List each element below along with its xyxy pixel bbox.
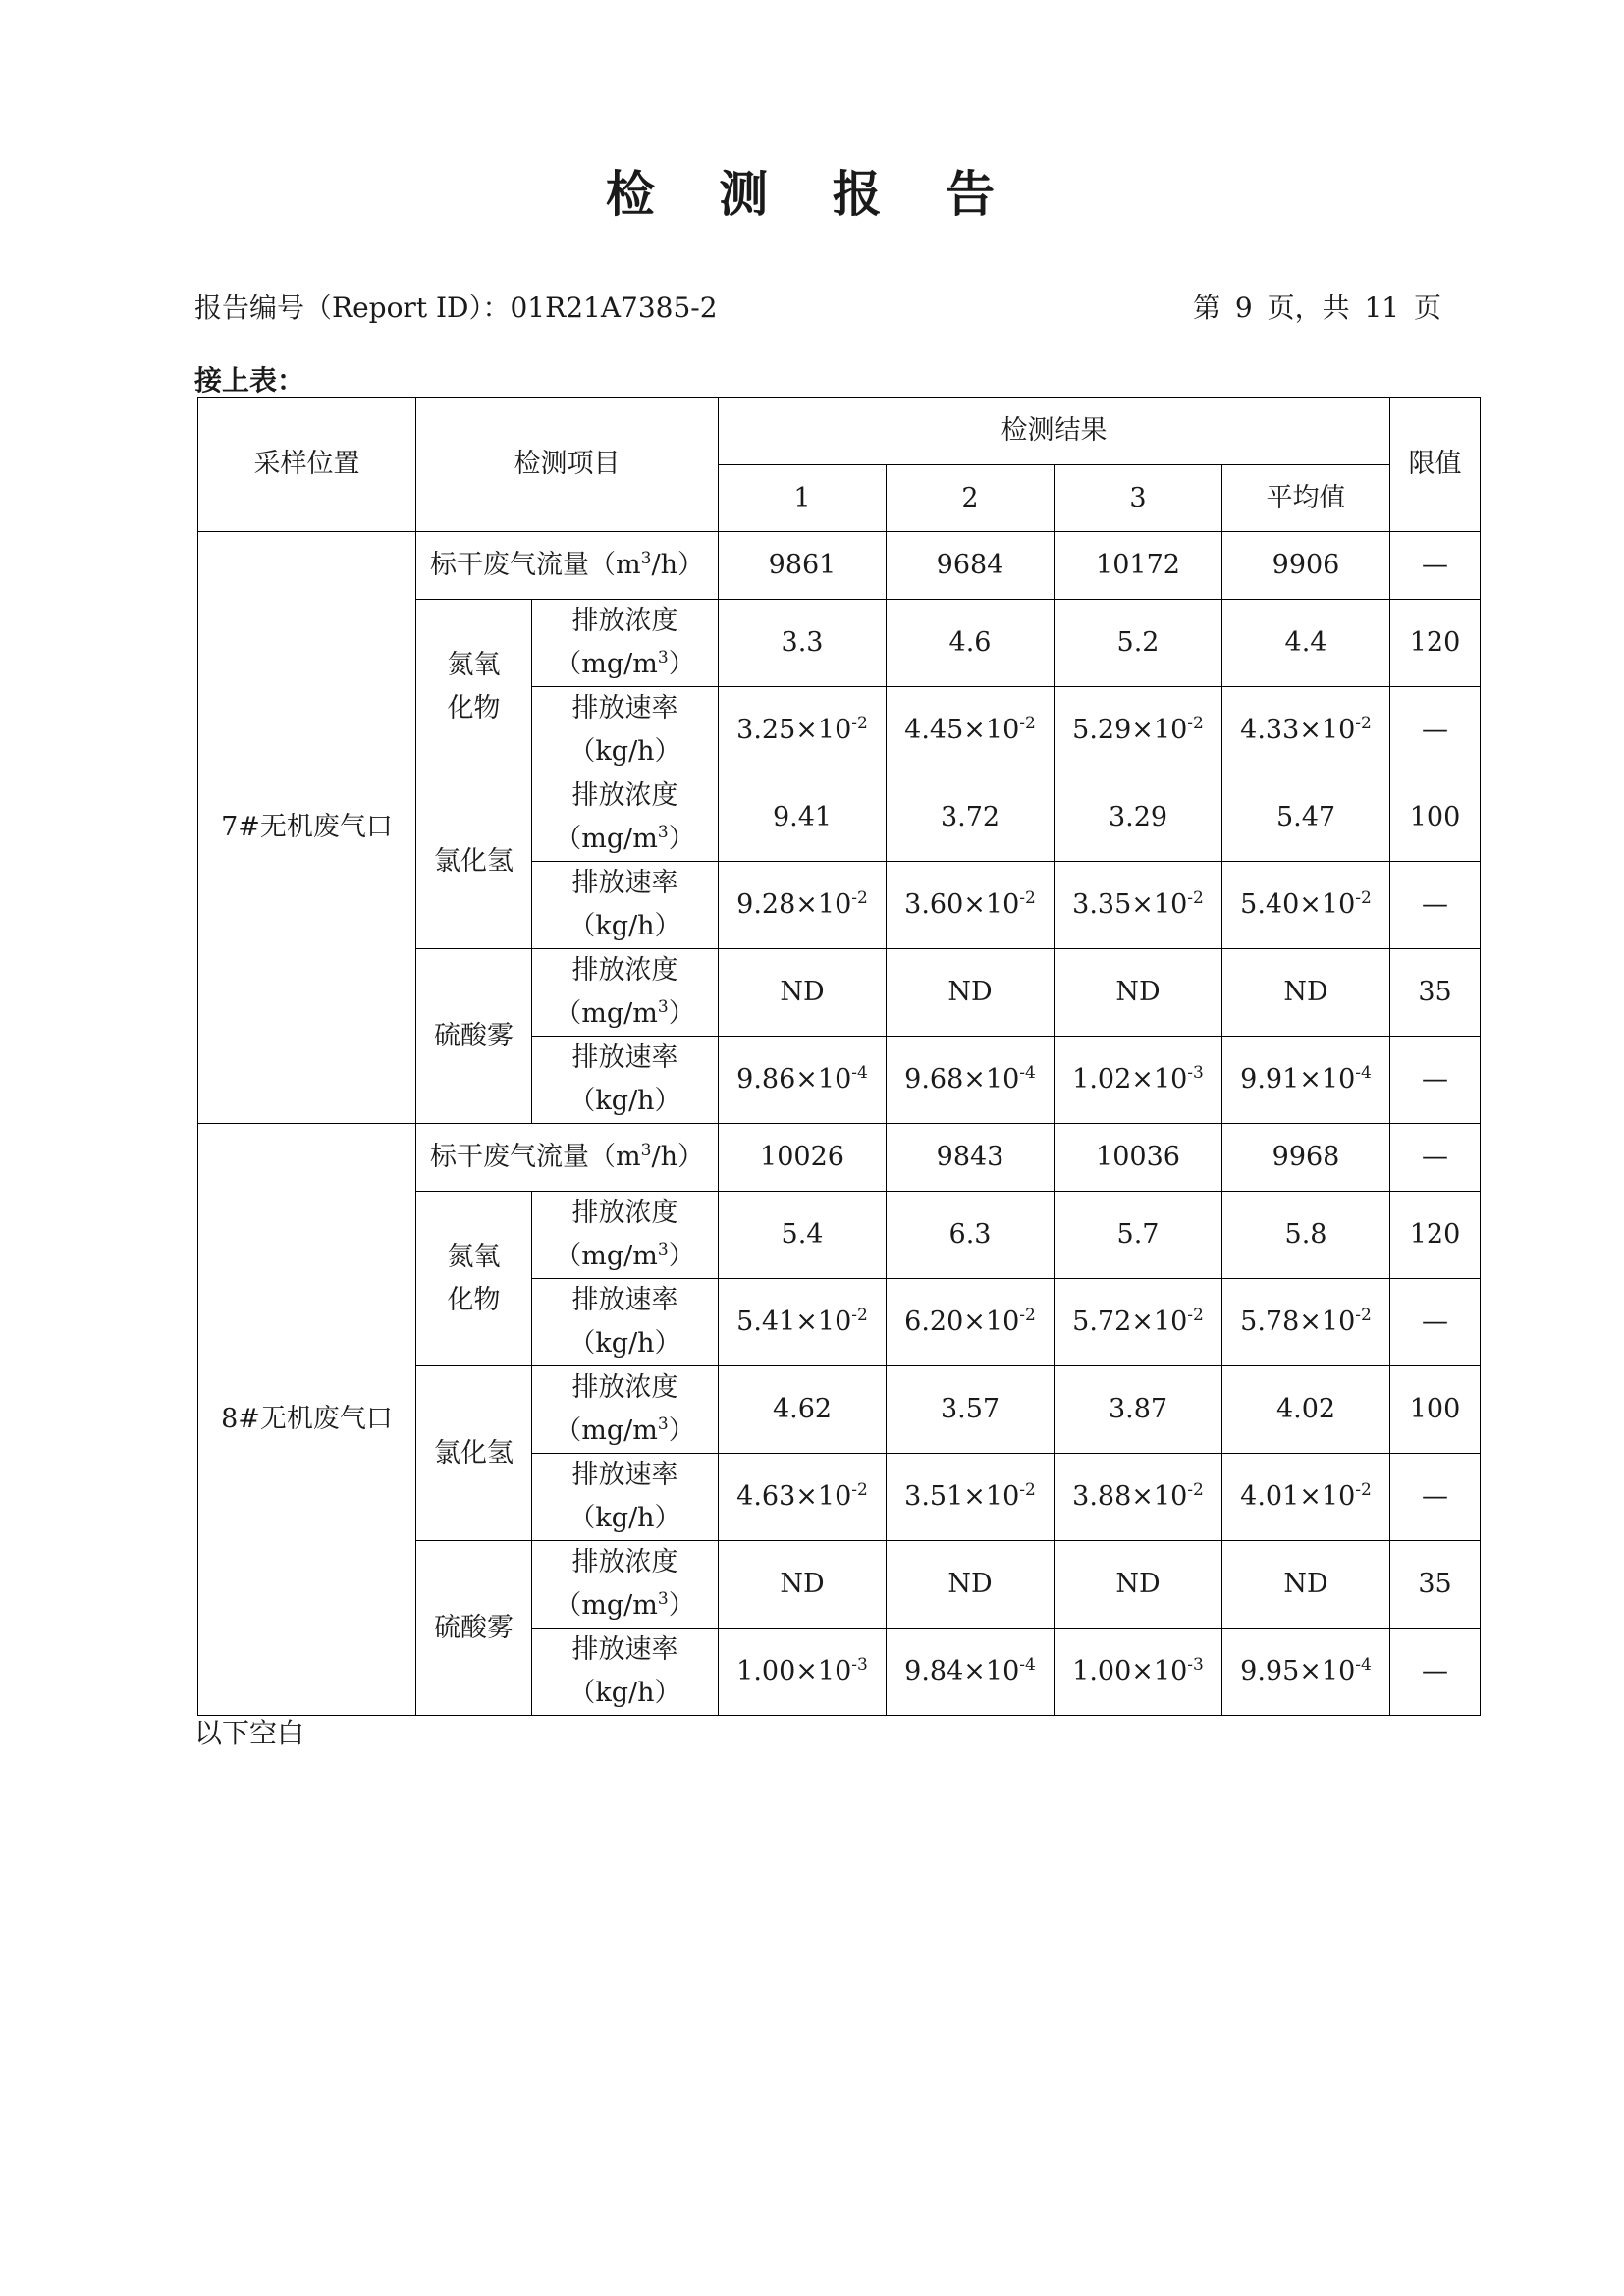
rate-value: [887, 687, 1055, 774]
header-average: 平均值: [1222, 465, 1390, 532]
sci-times: ×10: [963, 1064, 1020, 1095]
conc-label-cell: [532, 949, 719, 1037]
flow-value: 9861: [719, 532, 887, 600]
header-run-2: 2: [887, 465, 1055, 532]
nox-label-1: 氮氧: [447, 1241, 501, 1272]
conc-unit: （mg/m: [555, 649, 658, 679]
sci-exponent: -4: [1019, 1063, 1036, 1083]
flow-row: [198, 1124, 1481, 1192]
table-body: [198, 398, 1481, 1716]
sci-mantissa: 5.72: [1072, 1307, 1132, 1337]
unit-superscript: 3: [640, 1141, 652, 1160]
rate-value: [1055, 1279, 1222, 1366]
conc-label-cell: [532, 1192, 719, 1279]
conc-value: ND: [719, 949, 887, 1037]
conc-value: 5.47: [1222, 774, 1390, 862]
rate-value: [1222, 1037, 1390, 1124]
sci-exponent: -3: [851, 1655, 868, 1675]
sci-times: ×10: [795, 1064, 852, 1095]
rate-value: [1055, 862, 1222, 949]
sci-times: ×10: [1299, 889, 1356, 920]
sci-exponent: -2: [1019, 714, 1036, 733]
rate-unit: （kg/h）: [568, 911, 681, 941]
sci-exponent: -4: [851, 1063, 868, 1083]
sci-mantissa: 3.35: [1072, 889, 1132, 920]
rate-value: [887, 1279, 1055, 1366]
rate-value: [1222, 1279, 1390, 1366]
sci-exponent: -2: [851, 714, 868, 733]
sci-exponent: -2: [1187, 1480, 1204, 1500]
sci-times: ×10: [1131, 1064, 1188, 1095]
rate-label-cell: [532, 1454, 719, 1541]
flow-label: [416, 1124, 719, 1192]
sci-mantissa: 4.01: [1240, 1481, 1300, 1512]
sci-exponent: -2: [851, 1306, 868, 1325]
nox-label-1: 氮氧: [447, 649, 501, 680]
conc-limit: 35: [1390, 949, 1481, 1037]
unit-superscript: 3: [640, 549, 652, 568]
conc-value: ND: [1055, 949, 1222, 1037]
rate-label: 排放速率: [571, 1042, 678, 1073]
hcl-label: 氯化氢: [434, 845, 514, 877]
sci-mantissa: 9.91: [1240, 1064, 1300, 1095]
sci-exponent: -2: [851, 1480, 868, 1500]
flow-label: [416, 532, 719, 600]
sci-exponent: -2: [1355, 888, 1372, 908]
unit-superscript: 3: [657, 1415, 669, 1434]
rate-unit: （kg/h）: [568, 1328, 681, 1359]
conc-value: ND: [1222, 1541, 1390, 1629]
rate-label-cell: [532, 687, 719, 774]
blank-note: 以下空白: [194, 1717, 305, 1749]
conc-unit-tail: ）: [668, 1590, 695, 1621]
h2so4-pollutant-cell: [416, 949, 532, 1124]
conc-label-cell: [532, 774, 719, 862]
rate-label-cell: [532, 862, 719, 949]
conc-value: ND: [887, 949, 1055, 1037]
sci-exponent: -3: [1187, 1063, 1204, 1083]
conc-label: 排放浓度: [571, 955, 678, 986]
conc-value: ND: [719, 1541, 887, 1629]
conc-value: ND: [1222, 949, 1390, 1037]
rate-label: 排放速率: [571, 1634, 678, 1665]
unit-superscript: 3: [657, 997, 669, 1017]
rate-label-cell: [532, 1629, 719, 1716]
rate-value: [719, 1279, 887, 1366]
sci-exponent: -2: [1355, 1480, 1372, 1500]
conc-limit: 35: [1390, 1541, 1481, 1629]
unit-superscript: 3: [657, 823, 669, 842]
header-row-1: [198, 398, 1481, 465]
conc-unit: （mg/m: [555, 1415, 658, 1446]
sci-mantissa: 4.45: [904, 715, 964, 745]
rate-value: [1222, 1454, 1390, 1541]
sci-mantissa: 3.60: [904, 889, 964, 920]
rate-value: [887, 862, 1055, 949]
unit-superscript: 3: [657, 648, 669, 667]
conc-value: 3.72: [887, 774, 1055, 862]
rate-value: [719, 1629, 887, 1716]
sci-exponent: -2: [1187, 888, 1204, 908]
rate-value: [1055, 1037, 1222, 1124]
conc-value: 9.41: [719, 774, 887, 862]
sci-mantissa: 1.02: [1072, 1064, 1132, 1095]
sci-times: ×10: [1299, 1064, 1356, 1095]
sci-mantissa: 5.29: [1072, 715, 1132, 745]
rate-value: [719, 862, 887, 949]
rate-value: [719, 1454, 887, 1541]
sci-mantissa: 9.95: [1240, 1656, 1300, 1686]
sci-mantissa: 9.68: [904, 1064, 964, 1095]
sci-mantissa: 6.20: [904, 1307, 964, 1337]
continued-label: 接上表：: [194, 364, 305, 397]
rate-limit: —: [1390, 1629, 1481, 1716]
conc-value: 5.8: [1222, 1192, 1390, 1279]
conc-unit-tail: ）: [668, 998, 695, 1029]
sci-times: ×10: [1299, 1481, 1356, 1512]
rate-unit: （kg/h）: [568, 1503, 681, 1533]
conc-value: 5.7: [1055, 1192, 1222, 1279]
rate-value: [1222, 687, 1390, 774]
sci-times: ×10: [963, 1481, 1020, 1512]
rate-label: 排放速率: [571, 1285, 678, 1315]
conc-label-cell: [532, 1541, 719, 1629]
sci-times: ×10: [1131, 1656, 1188, 1686]
unit-superscript: 3: [657, 1589, 669, 1609]
sci-times: ×10: [795, 889, 852, 920]
sci-times: ×10: [963, 889, 1020, 920]
nox-pollutant-cell: [416, 1192, 532, 1366]
hcl-pollutant-cell: [416, 1366, 532, 1541]
rate-value: [887, 1629, 1055, 1716]
flow-limit: —: [1390, 532, 1481, 600]
header-limit: 限值: [1390, 398, 1481, 532]
conc-value: 5.2: [1055, 600, 1222, 687]
sci-mantissa: 4.63: [736, 1481, 796, 1512]
report-meta: [194, 287, 1441, 326]
nox-label-2: 化物: [447, 1284, 501, 1315]
rate-limit: —: [1390, 1037, 1481, 1124]
sci-mantissa: 9.84: [904, 1656, 964, 1686]
sci-exponent: -3: [1187, 1655, 1204, 1675]
conc-unit: （mg/m: [555, 1590, 658, 1621]
sci-times: ×10: [795, 715, 852, 745]
conc-unit-tail: ）: [668, 1415, 695, 1446]
flow-label-tail: /h）: [651, 1142, 704, 1172]
conc-value: 6.3: [887, 1192, 1055, 1279]
rate-value: [1055, 687, 1222, 774]
flow-row: [198, 532, 1481, 600]
conc-unit-tail: ）: [668, 649, 695, 679]
rate-value: [1055, 1454, 1222, 1541]
sci-mantissa: 5.41: [736, 1307, 796, 1337]
sci-exponent: -2: [851, 888, 868, 908]
conc-label: 排放浓度: [571, 780, 678, 811]
sci-exponent: -2: [1187, 1306, 1204, 1325]
sci-times: ×10: [1131, 715, 1188, 745]
rate-limit: —: [1390, 1454, 1481, 1541]
rate-value: [887, 1037, 1055, 1124]
rate-value: [719, 687, 887, 774]
sci-mantissa: 4.33: [1240, 715, 1300, 745]
conc-label-cell: [532, 600, 719, 687]
nox-label-2: 化物: [447, 692, 501, 723]
rate-limit: —: [1390, 862, 1481, 949]
sci-times: ×10: [795, 1481, 852, 1512]
flow-value: 9968: [1222, 1124, 1390, 1192]
conc-unit: （mg/m: [555, 998, 658, 1029]
h2so4-label: 硫酸雾: [434, 1612, 514, 1643]
conc-value: 3.29: [1055, 774, 1222, 862]
sci-times: ×10: [795, 1307, 852, 1337]
conc-unit-tail: ）: [668, 824, 695, 854]
conc-limit: 120: [1390, 600, 1481, 687]
sci-mantissa: 9.86: [736, 1064, 796, 1095]
conc-value: 4.02: [1222, 1366, 1390, 1454]
location-cell: 8#无机废气口: [198, 1124, 416, 1716]
flow-value: 10036: [1055, 1124, 1222, 1192]
sci-mantissa: 9.28: [736, 889, 796, 920]
rate-value: [1055, 1629, 1222, 1716]
rate-label: 排放速率: [571, 693, 678, 723]
rate-unit: （kg/h）: [568, 1086, 681, 1116]
conc-value: 5.4: [719, 1192, 887, 1279]
sci-exponent: -2: [1019, 1306, 1036, 1325]
sci-mantissa: 3.88: [1072, 1481, 1132, 1512]
sci-mantissa: 3.51: [904, 1481, 964, 1512]
flow-value: 9684: [887, 532, 1055, 600]
conc-limit: 100: [1390, 774, 1481, 862]
rate-unit: （kg/h）: [568, 736, 681, 767]
flow-value: 10026: [719, 1124, 887, 1192]
rate-value: [719, 1037, 887, 1124]
unit-superscript: 3: [657, 1240, 669, 1259]
sci-exponent: -2: [1019, 1480, 1036, 1500]
sci-exponent: -4: [1019, 1655, 1036, 1675]
conc-label: 排放浓度: [571, 1547, 678, 1577]
conc-unit: （mg/m: [555, 1241, 658, 1271]
sci-times: ×10: [1299, 1307, 1356, 1337]
rate-value: [1222, 1629, 1390, 1716]
report-title: 检 测 报 告: [605, 165, 1019, 223]
rate-unit: （kg/h）: [568, 1678, 681, 1708]
header-location: 采样位置: [198, 398, 416, 532]
conc-label-cell: [532, 1366, 719, 1454]
location-cell: 7#无机废气口: [198, 532, 416, 1124]
conc-limit: 100: [1390, 1366, 1481, 1454]
sci-times: ×10: [1131, 889, 1188, 920]
hcl-pollutant-cell: [416, 774, 532, 949]
rate-limit: —: [1390, 1279, 1481, 1366]
hcl-label: 氯化氢: [434, 1437, 514, 1468]
sci-exponent: -4: [1355, 1655, 1372, 1675]
sci-exponent: -2: [1355, 714, 1372, 733]
sci-exponent: -2: [1187, 714, 1204, 733]
page-info: 第 9 页，共 11 页: [1192, 292, 1441, 324]
h2so4-label: 硫酸雾: [434, 1020, 514, 1051]
rate-limit: —: [1390, 687, 1481, 774]
results-table: [197, 397, 1481, 1716]
rate-label-cell: [532, 1037, 719, 1124]
sci-exponent: -2: [1355, 1306, 1372, 1325]
sci-times: ×10: [1131, 1307, 1188, 1337]
sci-times: ×10: [963, 1656, 1020, 1686]
sci-times: ×10: [963, 1307, 1020, 1337]
conc-value: 4.6: [887, 600, 1055, 687]
flow-limit: —: [1390, 1124, 1481, 1192]
sci-mantissa: 5.40: [1240, 889, 1300, 920]
conc-unit: （mg/m: [555, 824, 658, 854]
conc-label: 排放浓度: [571, 606, 678, 636]
header-run-1: 1: [719, 465, 887, 532]
nox-pollutant-cell: [416, 600, 532, 774]
conc-value: 3.57: [887, 1366, 1055, 1454]
conc-value: ND: [887, 1541, 1055, 1629]
h2so4-pollutant-cell: [416, 1541, 532, 1716]
rate-label: 排放速率: [571, 868, 678, 898]
conc-value: 3.87: [1055, 1366, 1222, 1454]
rate-value: [1222, 862, 1390, 949]
report-id: 报告编号（Report ID）：01R21A7385-2: [194, 292, 718, 324]
sci-exponent: -4: [1355, 1063, 1372, 1083]
flow-label-text: 标干废气流量（m: [430, 1142, 641, 1172]
sci-mantissa: 1.00: [736, 1656, 796, 1686]
sci-exponent: -2: [1019, 888, 1036, 908]
sci-times: ×10: [1299, 1656, 1356, 1686]
conc-value: ND: [1055, 1541, 1222, 1629]
sci-times: ×10: [963, 715, 1020, 745]
header-run-3: 3: [1055, 465, 1222, 532]
flow-label-tail: /h）: [651, 550, 704, 580]
conc-label: 排放浓度: [571, 1198, 678, 1228]
flow-label-text: 标干废气流量（m: [430, 550, 641, 580]
flow-value: 9843: [887, 1124, 1055, 1192]
conc-value: 4.62: [719, 1366, 887, 1454]
sci-mantissa: 3.25: [736, 715, 796, 745]
header-results: 检测结果: [719, 398, 1390, 465]
flow-value: 9906: [1222, 532, 1390, 600]
sci-times: ×10: [1299, 715, 1356, 745]
sci-times: ×10: [1131, 1481, 1188, 1512]
conc-value: 3.3: [719, 600, 887, 687]
rate-label-cell: [532, 1279, 719, 1366]
sci-mantissa: 5.78: [1240, 1307, 1300, 1337]
flow-value: 10172: [1055, 532, 1222, 600]
conc-limit: 120: [1390, 1192, 1481, 1279]
rate-label: 排放速率: [571, 1460, 678, 1490]
header-item: 检测项目: [416, 398, 719, 532]
sci-times: ×10: [795, 1656, 852, 1686]
conc-label: 排放浓度: [571, 1372, 678, 1403]
conc-value: 4.4: [1222, 600, 1390, 687]
sci-mantissa: 1.00: [1072, 1656, 1132, 1686]
rate-value: [887, 1454, 1055, 1541]
conc-unit-tail: ）: [668, 1241, 695, 1271]
